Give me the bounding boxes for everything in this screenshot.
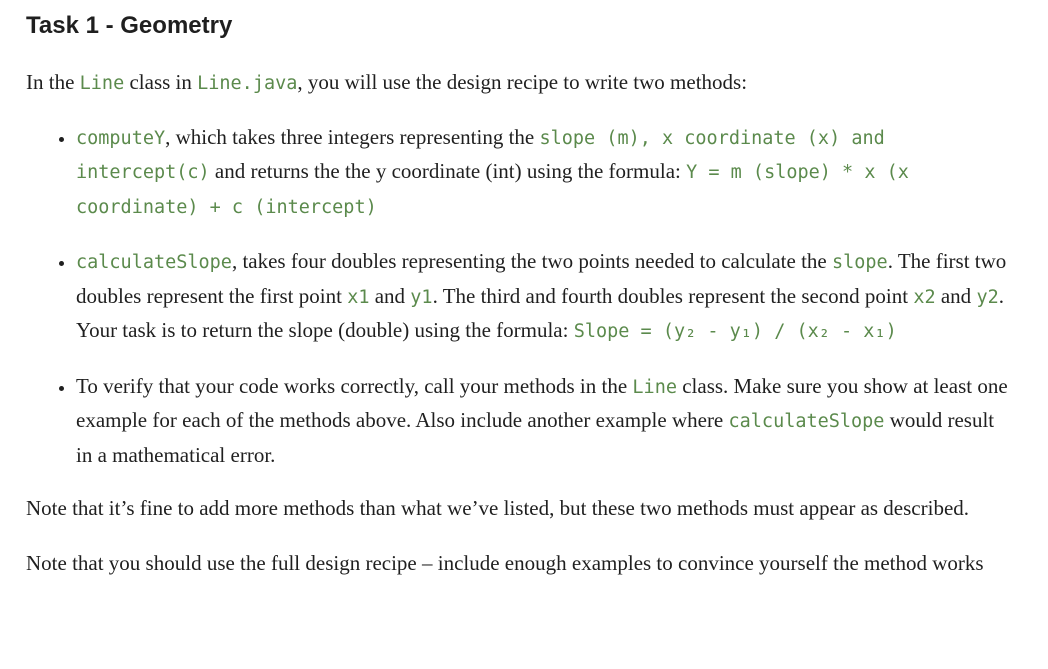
x1-code: x1 [347,286,370,308]
x2-code: x2 [913,286,936,308]
note-paragraph: Note that it’s fine to add more methods than what we’ve listed, but these two methods must appear as described. [26,496,970,520]
y1-code: y1 [410,286,433,308]
task-content [26,0,1011,579]
intro-paragraph [26,66,1011,101]
slope-code: slope [832,252,888,273]
list-item-computey [76,121,1011,225]
formula-code: Y = m (slope) * x (x coordinate) + c (intercept) [76,162,909,218]
task-heading: Task 1 - Geometry [26,12,233,39]
intro-text: , you will use the design recipe to write two methods: [297,70,748,94]
item-text: , takes four doubles representing the two points needed to calculate the [231,249,832,273]
item-text: , which takes three integers representing the [165,124,540,149]
line-class-code: Line [79,73,125,94]
item-text: . The third and fourth doubles represent the second point [432,283,914,308]
intro-text: In the [26,70,80,94]
item-text: and [935,283,977,308]
line-class-code: Line [632,376,677,398]
requirements-list [26,121,1011,472]
item-text: and [369,283,411,308]
item-text: . The first two doubles represent the first point [76,249,1007,308]
note-paragraph: Note that you should use the full design recipe – include enough examples to convince yourself the method works [26,550,984,575]
computey-code: computeY [76,127,166,149]
calculateslope-code: calculateSlope [728,411,885,432]
line-java-file-code: Line.java [197,73,298,94]
list-item-verify [76,370,1011,472]
item-text: To verify that your code works correctly, call your methods in the [76,373,633,398]
item-text: . Your task is to return the slope (double) using the formula: [76,283,1004,342]
item-text: and returns the the y coordinate (int) using the formula: [209,159,687,183]
y2-code: y2 [976,286,999,308]
parameters-code: slope (m), x coordinate (x) and intercept(c) [76,127,885,183]
calculateslope-code: calculateSlope [76,252,232,273]
item-text: class. Make sure you show at least one example for each of the methods above. Also include another example where [76,373,1008,432]
list-item-calculateslope [76,245,1011,349]
slope-formula-code: Slope = (y₂ - y₁) / (x₂ - x₁) [573,321,897,342]
intro-text: class in [124,70,198,94]
item-text: would result in a mathematical error. [76,408,995,467]
